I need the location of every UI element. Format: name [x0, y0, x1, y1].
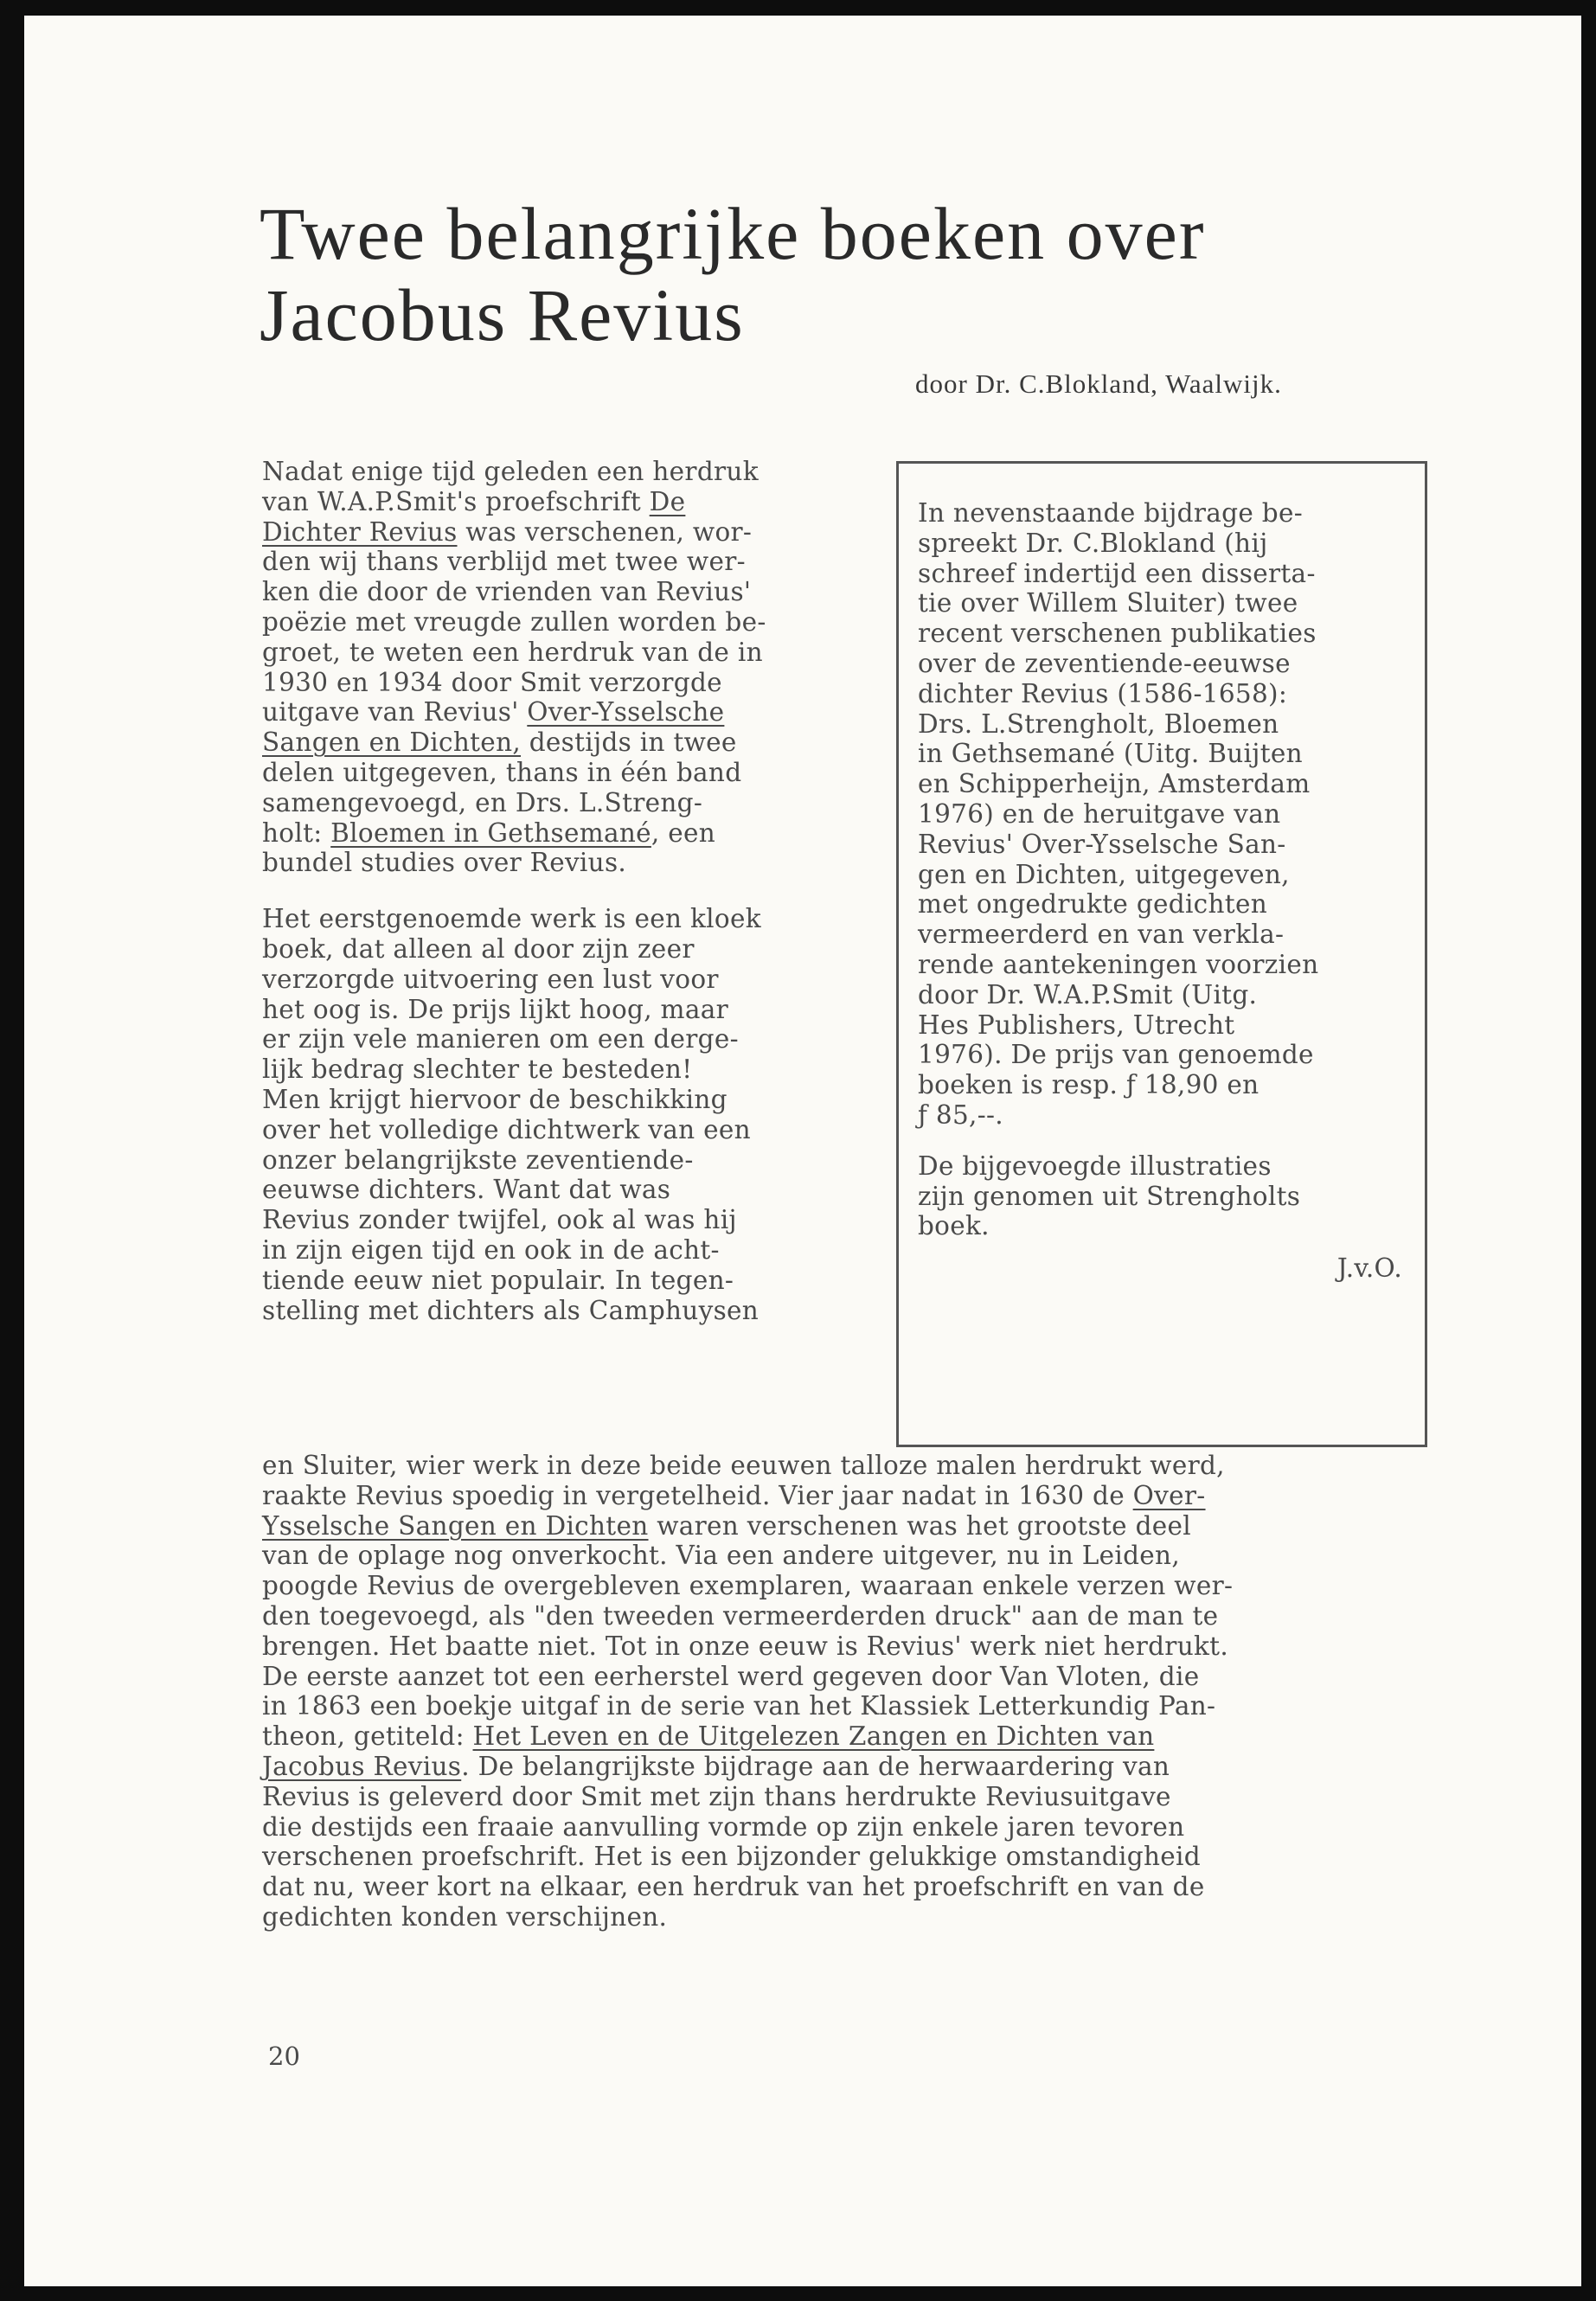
book-title-underlined: Over-Ysselsche — [527, 697, 725, 727]
editor-initials: J.v.O. — [1336, 1253, 1402, 1284]
text-line: recent verschenen publikaties — [918, 619, 1317, 649]
text-line: schreef indertijd een disserta- — [918, 558, 1316, 588]
text-line: tiende eeuw niet populair. In tegen- — [262, 1265, 734, 1295]
text-line: De eerste aanzet tot een eerherstel werd gegeven door Van Vloten, die — [262, 1661, 1200, 1691]
editorial-note-box — [896, 461, 1427, 1447]
text-line: boek. — [918, 1211, 990, 1241]
title-line-2: Jacobus Revius — [260, 273, 745, 356]
text-line: lijk bedrag slechter te besteden! — [262, 1054, 693, 1085]
text-line: over het volledige dichtwerk van een — [262, 1114, 751, 1144]
paragraph-first-work — [262, 904, 902, 1325]
text-line: ken die door de vrienden van Revius' — [262, 577, 752, 607]
text-line: . De belangrijkste bijdrage aan de herwaardering van — [461, 1751, 1170, 1781]
text-line: uitgave van Revius' — [262, 697, 528, 727]
text-line: den wij thans verblijd met twee wer- — [262, 547, 746, 577]
text-line: verzorgde uitvoering een lust voor — [262, 964, 719, 994]
text-line: destijds in twee — [521, 727, 737, 758]
text-line: over de zeventiende-eeuwse — [918, 648, 1291, 678]
text-line: bundel studies over Revius. — [262, 848, 627, 878]
author-byline: door Dr. C.Blokland, Waalwijk. — [915, 369, 1282, 399]
text-line: raakte Revius spoedig in vergetelheid. Vier jaar nadat in 1630 de — [262, 1480, 1133, 1510]
text-line: ƒ 85,--. — [918, 1099, 1003, 1130]
book-title-underlined: Dichter Revius — [262, 516, 458, 547]
text-line: spreekt Dr. C.Blokland (hij — [918, 528, 1268, 558]
text-line: Het eerstgenoemde werk is een kloek — [262, 904, 761, 934]
book-title-underlined: Jacobus Revius — [262, 1751, 462, 1781]
book-title-underlined: Het Leven en de Uitgelezen Zangen en Dichten van — [472, 1721, 1155, 1752]
note-paragraph-illustrations — [918, 1151, 1413, 1241]
text-line: boeken is resp. ƒ 18,90 en — [918, 1070, 1259, 1100]
note-paragraph — [918, 498, 1413, 1131]
text-line: samengevoegd, en Drs. L.Streng- — [262, 787, 703, 817]
text-line: Hes Publishers, Utrecht — [918, 1009, 1235, 1040]
text-line: groet, te weten een herdruk van de in — [262, 637, 763, 667]
text-line: er zijn vele manieren om een derge- — [262, 1024, 739, 1054]
text-line: De bijgevoegde illustraties — [918, 1150, 1272, 1181]
text-line: stelling met dichters als Camphuysen — [262, 1295, 760, 1325]
text-line: door Dr. W.A.P.Smit (Uitg. — [918, 979, 1258, 1009]
book-title-underlined: De — [649, 486, 686, 516]
text-line: rende aantekeningen voorzien — [918, 949, 1319, 979]
text-line: dat nu, weer kort na elkaar, een herdruk van het proefschrift en van de — [262, 1872, 1205, 1902]
text-line: in zijn eigen tijd en ook in de acht- — [262, 1234, 720, 1265]
text-line: en Schipperheijn, Amsterdam — [918, 769, 1311, 799]
text-line: tie over Willem Sluiter) twee — [918, 588, 1298, 619]
text-line: die destijds een fraaie aanvulling vormde op zijn enkele jaren tevoren — [262, 1811, 1185, 1842]
paragraph-history — [262, 1451, 1473, 1932]
text-line: Revius zonder twijfel, ook al was hij — [262, 1205, 737, 1235]
text-line: 1976). De prijs van genoemde — [918, 1040, 1314, 1070]
text-line: en Sluiter, wier werk in deze beide eeuwen talloze malen herdrukt werd, — [262, 1451, 1225, 1480]
text-line: Revius is geleverd door Smit met zijn thans herdrukte Reviusuitgave — [262, 1781, 1171, 1811]
text-line: in 1863 een boekje uitgaf in de serie van het Klassiek Letterkundig Pan- — [262, 1691, 1216, 1721]
text-line: Men krijgt hiervoor de beschikking — [262, 1084, 727, 1114]
text-line: boek, dat alleen al door zijn zeer — [262, 933, 695, 964]
text-line: eeuwse dichters. Want dat was — [262, 1175, 671, 1205]
text-line: poëzie met vreugde zullen worden be- — [262, 606, 766, 637]
text-line: holt: — [262, 817, 331, 848]
text-line: brengen. Het baatte niet. Tot in onze eeuw is Revius' werk niet herdrukt. — [262, 1631, 1229, 1661]
page — [24, 16, 1581, 2286]
text-line: gen en Dichten, uitgegeven, — [918, 859, 1290, 889]
text-line: het oog is. De prijs lijkt hoog, maar — [262, 994, 729, 1024]
text-line: vermeerderd en van verkla- — [918, 920, 1285, 950]
text-line: Nadat enige tijd geleden een herdruk — [262, 457, 759, 486]
text-line: Revius' Over-Ysselsche San- — [918, 829, 1286, 859]
text-line: delen uitgegeven, thans in één band — [262, 757, 742, 787]
text-line: verschenen proefschrift. Het is een bijzonder gelukkige omstandigheid — [262, 1842, 1201, 1872]
text-line: gedichten konden verschijnen. — [262, 1901, 668, 1932]
text-line: dichter Revius (1586-1658): — [918, 678, 1288, 708]
text-line: poogde Revius de overgebleven exemplaren, waaraan enkele verzen wer- — [262, 1571, 1234, 1601]
left-column — [262, 457, 902, 1325]
text-line: den toegevoegd, als "den tweeden vermeerderden druck" aan de man te — [262, 1600, 1219, 1631]
text-line: theon, getiteld: — [262, 1721, 473, 1752]
text-line: 1930 en 1934 door Smit verzorgde — [262, 667, 722, 697]
text-line: In nevenstaande bijdrage be- — [918, 498, 1303, 528]
book-title-underlined: Ysselsche Sangen en Dichten — [262, 1510, 649, 1541]
text-line: van de oplage nog onverkocht. Via een andere uitgever, nu in Leiden, — [262, 1541, 1181, 1571]
text-line: Drs. L.Strengholt, Bloemen — [918, 708, 1279, 739]
page-number: 20 — [268, 2041, 300, 2071]
book-title-underlined: Over- — [1132, 1480, 1206, 1510]
text-line: was verschenen, wor- — [457, 516, 753, 547]
title-line-1: Twee belangrijke boeken over — [260, 192, 1206, 275]
text-line: , een — [651, 817, 716, 848]
text-line: van W.A.P.Smit's proefschrift — [262, 486, 650, 516]
article-title — [260, 193, 1471, 356]
text-line: waren verschenen was het grootste deel — [648, 1510, 1192, 1541]
text-line: zijn genomen uit Strengholts — [918, 1181, 1301, 1211]
paragraph-intro — [262, 457, 902, 878]
book-title-underlined: Sangen en Dichten, — [262, 727, 522, 758]
text-line: met ongedrukte gedichten — [918, 889, 1268, 920]
text-line: in Gethsemané (Uitg. Buijten — [918, 739, 1303, 769]
text-line: 1976) en de heruitgave van — [918, 798, 1281, 829]
book-title-underlined: Bloemen in Gethsemané — [330, 817, 651, 848]
full-width-text — [262, 1451, 1473, 1932]
text-line: onzer belangrijkste zeventiende- — [262, 1144, 694, 1175]
